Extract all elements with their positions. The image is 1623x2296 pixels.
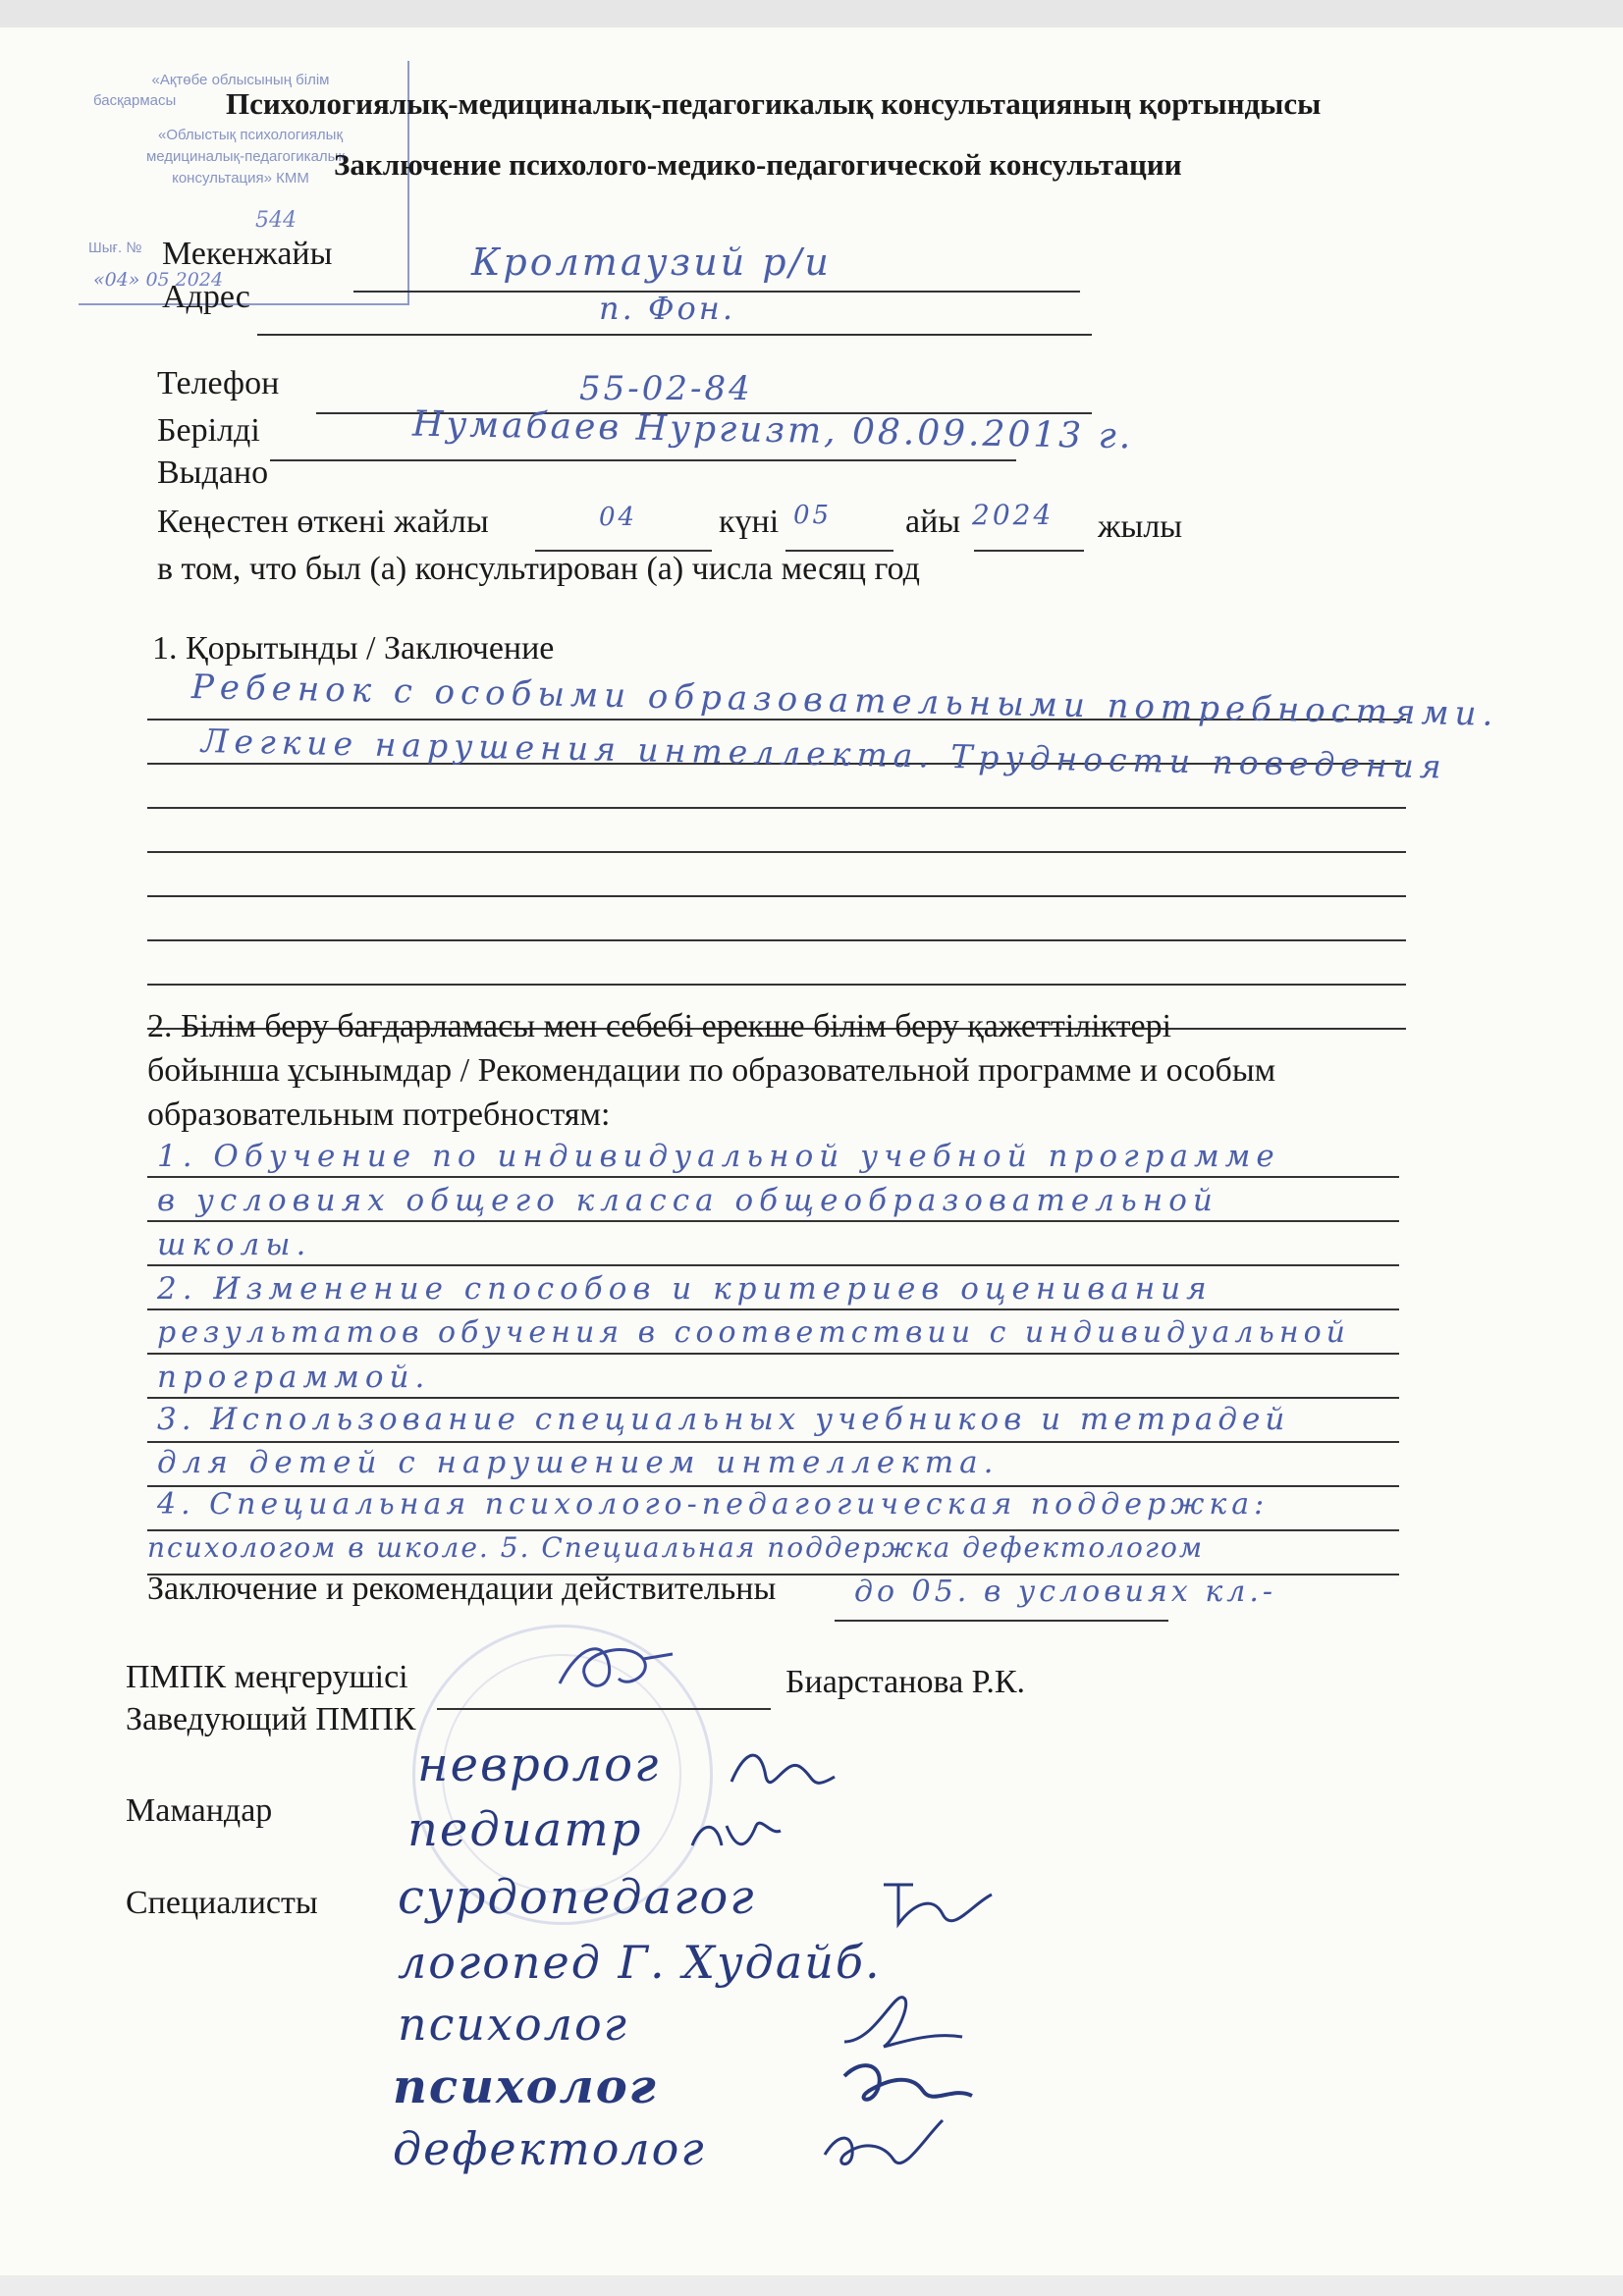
conclusion-line-3 — [147, 807, 1406, 809]
specialist-signature-1 — [727, 1737, 844, 1806]
address-value-1: Кролтаузий р/и — [471, 240, 832, 284]
conclusion-hand-2: Легкие нарушения интеллекта. Трудности поведения — [200, 721, 1448, 786]
rec-line-7 — [147, 1441, 1399, 1443]
conclusion-line-5 — [147, 895, 1406, 897]
title-russian: Заключение психолого-медико-педагогической консультации — [334, 147, 1182, 182]
conclusion-heading: 1. Қорытынды / Заключение — [152, 630, 555, 667]
issued-label-kz: Берілді — [157, 412, 260, 449]
specialist-4: логопед Г. Худайб. — [398, 1936, 882, 1989]
rec-hand-3: школы. — [157, 1227, 312, 1262]
rec-hand-1: 1. Обучение по индивидуальной учебной программе — [157, 1139, 1280, 1174]
head-label-kz: ПМПК меңгерушісі — [126, 1659, 408, 1695]
conclusion-hand-1: Ребенок с особыми образовательными потребностями. — [190, 667, 1499, 734]
rec-hand-7: 3. Использование специальных учебников и тетрадей — [157, 1402, 1290, 1437]
stamp-line-5: консультация» КММ — [172, 170, 309, 187]
phone-label: Телефон — [157, 365, 280, 401]
head-name: Биарстанова Р.К. — [785, 1664, 1025, 1700]
recommendations-heading-1: 2. Білім беру бағдарламасы мен себебі ерекше білім беру қажеттіліктері — [147, 1008, 1172, 1044]
rec-line-4 — [147, 1308, 1399, 1310]
stamp-line-3: «Облыстық психологиялық — [157, 127, 344, 143]
specialist-signature-7 — [815, 2110, 962, 2189]
rec-line-6 — [147, 1397, 1399, 1399]
specialist-3: сурдопедагог — [398, 1870, 756, 1925]
consult-text-c: айы — [905, 504, 961, 540]
rec-line-3 — [147, 1264, 1399, 1266]
rec-hand-2: в условиях общего класса общеобразовательной — [157, 1183, 1218, 1218]
specialists-label-kz: Мамандар — [126, 1792, 273, 1829]
stamp-number-label: Шығ. № — [88, 240, 142, 256]
specialist-7: дефектолог — [393, 2122, 706, 2175]
specialist-signature-3 — [874, 1865, 1011, 1944]
rec-hand-10: психологом в школе. 5. Специальная поддержка дефектологом — [147, 1531, 1205, 1564]
issued-underline — [270, 459, 1016, 461]
head-signature — [550, 1625, 687, 1713]
specialist-2: педиатр — [407, 1802, 643, 1857]
address-label-ru: Адрес — [162, 279, 250, 315]
rec-line-1 — [147, 1176, 1399, 1178]
rec-hand-4: 2. Изменение способов и критериев оценивания — [157, 1271, 1213, 1307]
stamp-line-4: медициналық-педагогикалық — [145, 148, 346, 165]
validity-value: до 05. в условиях кл.- — [854, 1575, 1277, 1609]
address-underline-2 — [257, 334, 1092, 336]
specialists-label-ru: Специалисты — [126, 1885, 318, 1921]
rec-hand-8: для детей с нарушением интеллекта. — [157, 1445, 1000, 1480]
consult-day: 04 — [599, 503, 638, 532]
consult-text-a: Кеңестен өткені жайлы — [157, 504, 489, 540]
issued-value: Нумабаев Нургизт, 08.09.2013 г. — [411, 403, 1134, 457]
head-label-ru: Заведующий ПМПК — [126, 1701, 416, 1737]
scan-border-bottom — [0, 2275, 1623, 2296]
specialist-6: психолог — [393, 2059, 658, 2114]
stamp-line-2: басқармасы — [93, 92, 177, 109]
rec-line-5 — [147, 1353, 1399, 1355]
conclusion-line-6 — [147, 939, 1406, 941]
rec-line-2 — [147, 1220, 1399, 1222]
rec-hand-5: результатов обучения в соответствии с индивидуальной — [157, 1315, 1351, 1350]
consult-year-underline — [974, 550, 1084, 552]
recommendations-heading-2: бойынша ұсынымдар / Рекомендации по образовательной программе и особым — [147, 1052, 1276, 1089]
consult-text-b: күні — [719, 504, 780, 540]
specialist-signature-2 — [687, 1806, 785, 1865]
consult-year: 2024 — [972, 499, 1055, 531]
consult-line-ru: в том, что был (а) консультирован (а) числа месяц год — [157, 551, 920, 587]
stamp-line-1: «Ақтөбе облысының білім — [151, 72, 330, 88]
scan-border-top — [0, 0, 1623, 27]
stamp-date-value: «04» 05 2024 — [93, 269, 224, 291]
consult-text-d: жылы — [1098, 508, 1183, 545]
specialist-1: невролог — [417, 1737, 661, 1792]
title-kazakh: Психологиялық-медициналық-педагогикалық консультацияның қортындысы — [226, 86, 1322, 121]
stamp-number-value: 544 — [255, 208, 297, 233]
specialist-5: психолог — [398, 1998, 628, 2051]
address-label-kz: Мекенжайы — [162, 236, 333, 272]
consult-month: 05 — [793, 501, 833, 530]
validity-label: Заключение и рекомендации действительны — [147, 1571, 777, 1607]
recommendations-heading-3: образовательным потребностям: — [147, 1096, 611, 1133]
address-value-2: п. Фон. — [599, 290, 736, 327]
validity-underline — [835, 1620, 1168, 1622]
rec-hand-9: 4. Специальная психолого-педагогическая поддержка: — [157, 1487, 1270, 1522]
conclusion-line-4 — [147, 851, 1406, 853]
conclusion-line-7 — [147, 984, 1406, 986]
rec-hand-6: программой. — [157, 1360, 431, 1395]
issued-label-ru: Выдано — [157, 454, 269, 491]
phone-value: 55-02-84 — [579, 369, 753, 408]
